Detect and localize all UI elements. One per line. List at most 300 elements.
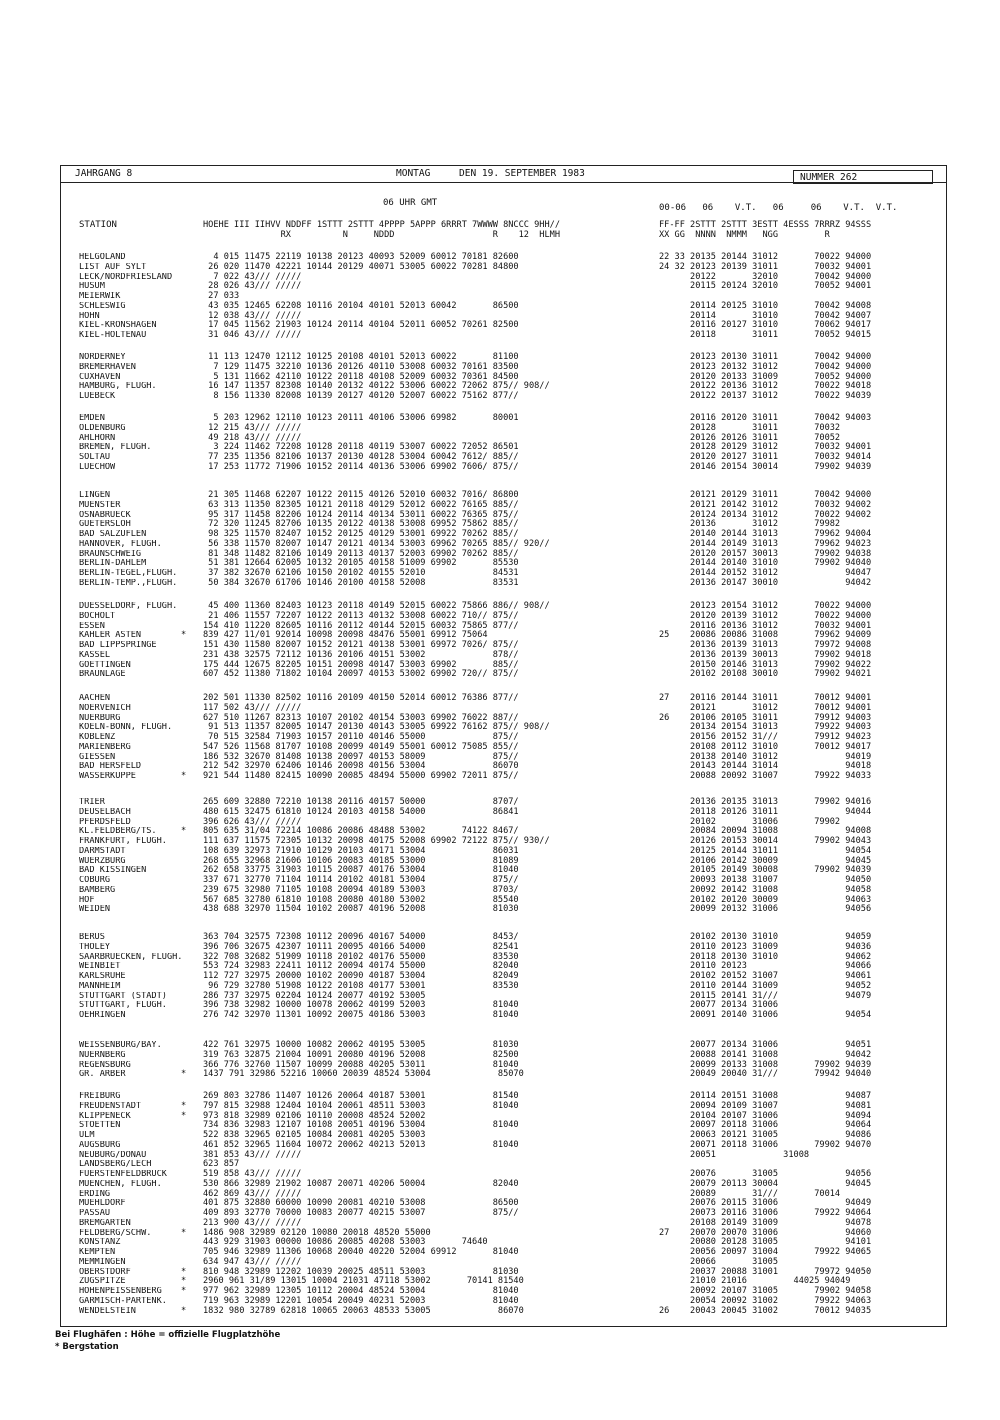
supplement-data: 20092 20107 31005 79902 94058 [659,1286,872,1296]
main-synop-data: 70 515 32584 71903 10157 20110 40146 55000 875// [203,732,519,742]
main-synop-data: 51 381 12664 62005 10132 20105 40158 51009 69902 85530 [203,558,519,569]
station-name: HUSUM [79,282,105,292]
station-name: TRIER [79,798,105,807]
supplement-data: 20128 20129 31012 70032 94001 [659,442,872,453]
station-name: BERUS [79,933,105,942]
supplement-data: 20122 20136 31012 70022 94018 [659,381,872,392]
main-synop-data: 96 729 32780 51908 10122 20108 40177 53001 83530 [203,980,519,991]
supplement-data: 20122 20137 31012 70022 94039 [659,391,872,401]
supplement-data: 20077 20134 31006 [659,1000,778,1011]
station-name: PASSAU [79,1209,111,1218]
station-name: MEIERWIK [79,292,121,301]
main-synop-data: 921 544 11480 82415 10090 20085 48494 55000 69902 72011 875// [203,771,519,781]
main-synop-data: 175 444 12675 82205 10151 20098 40147 53003 69902 885// [203,659,519,670]
supplement-data: 27 20070 20070 31006 94060 [659,1227,872,1238]
supplement-data: 20156 20152 31/// 79912 94023 [659,732,872,742]
supplement-data: 20110 20123 31009 94036 [659,941,872,952]
station-name: BREMEN, FLUGH. [79,443,152,453]
station-name: OEHRINGEN [79,1011,126,1020]
station-name: HAMBURG, FLUGH. [79,382,157,392]
main-synop-data: 627 510 11267 82313 10107 20102 40154 53003 69902 76022 887// [203,712,519,723]
supplement-data: 20102 20152 31007 94061 [659,971,872,981]
main-synop-data: 268 655 32968 21606 10106 20083 40185 53000 81089 [203,855,519,866]
main-synop-data: 396 706 32675 42307 10111 20095 40166 54000 82541 [203,941,519,952]
footnote-mountain: * Bergstation [55,1342,119,1352]
main-synop-data: 1437 791 32986 52216 10060 20039 48524 53004 85070 [203,1069,524,1080]
station-name: NORDERNEY [79,353,126,362]
main-synop-data: 49 218 43/// ///// [203,432,302,443]
station-name: BERLIN-TEGEL,FLUGH. [79,569,178,578]
supplement-data: 20118 20126 31011 94044 [659,806,872,817]
supplement-data: 20120 20157 30013 79902 94038 [659,548,872,559]
main-synop-data: 363 704 32575 72308 10112 20096 40167 54000 8453/ [203,932,519,942]
table-row [61,579,946,589]
station-name: REGENSBURG [79,1060,131,1070]
station-name: MUEHLDORF [79,1199,126,1209]
station-name: LUEBECK [79,392,116,401]
supplement-data: 20144 20149 31013 79962 94023 [659,538,872,549]
station-name: MARIENBERG [79,742,131,752]
station-name: PFERDSFELD [79,817,131,827]
supplement-data: 20120 20127 31011 70032 94014 [659,452,872,462]
main-synop-data: 11 113 12470 12112 10125 20108 40101 52013 60022 81100 [203,352,519,362]
supplement-data: 20120 20139 31012 70022 94000 [659,610,872,621]
supplement-data: 20084 20094 31008 94008 [659,826,872,837]
supplement-data: 20091 20140 31006 94054 [659,1010,872,1020]
mountain-marker: * [181,1069,187,1080]
station-name: OBERSTDORF [79,1267,131,1277]
main-synop-data: 213 900 43/// ///// [203,1217,302,1228]
obs-time-label: 06 UHR GMT [383,198,438,208]
supplement-data: 20102 20108 30010 79902 94021 [659,669,872,680]
main-synop-data: 607 452 11380 71802 10104 20097 40153 53002 69902 720// 875// [203,669,519,680]
station-name: LINGEN [79,491,111,500]
right-code-header: FF-FF 2STTT 2STTT 3ESTT 4ESSS 7RRRZ 94SSS [659,220,872,230]
main-synop-data: 839 427 11/01 92014 10098 20098 48476 55001 69912 75064 [203,630,488,641]
station-name: BAD KISSINGEN [79,866,147,876]
table-row [61,392,946,402]
main-synop-data: 443 929 31903 00000 10086 20085 40208 53003 74640 [203,1237,488,1248]
supplement-data: 20094 20109 31007 94081 [659,1100,872,1111]
supplement-data: 20049 20040 31/// 79942 94040 [659,1069,872,1080]
station-name: DARMSTADT [79,846,126,856]
table-row [61,772,946,782]
main-synop-data: 438 688 32970 11504 10102 20087 40196 52008 81030 [203,904,519,915]
supplement-data: 20088 20141 31008 94042 [659,1049,872,1060]
main-synop-data: 553 724 32983 22411 10112 20094 40174 55000 82040 [203,961,519,972]
supplement-data: 20106 20142 30009 94045 [659,855,872,866]
table-row [61,1141,946,1151]
main-synop-data: 396 626 43/// ///// [203,816,302,827]
main-synop-data: 2960 961 31/89 13015 10004 21031 47118 53002 70141 81540 [203,1276,524,1287]
mountain-marker: * [181,771,187,781]
main-synop-data: 202 501 11330 82502 10116 20109 40150 52014 60012 76386 877// [203,693,519,703]
data-sheet [60,165,947,1327]
supplement-data: 20056 20097 31004 79922 94065 [659,1247,872,1257]
supplement-data: 20128 31011 70032 [659,422,841,433]
station-name: GUETERSLOH [79,520,131,530]
supplement-data: 20136 20135 31013 79902 94016 [659,797,872,807]
station-name: HOHENPEISSENBERG [79,1287,162,1296]
main-synop-data: 337 671 32770 71104 10114 20102 40181 53004 875// [203,875,519,885]
main-synop-data: 461 852 32965 11604 10072 20062 40213 52013 81040 [203,1139,519,1150]
main-synop-data: 231 438 32575 72112 10136 20106 40151 53002 878// [203,649,519,660]
supplement-data: 20071 20118 31006 79902 94070 [659,1139,872,1150]
table-row [61,1151,946,1161]
main-synop-data: 72 320 11245 82706 10135 20122 40138 53008 69952 75862 885// [203,519,519,530]
supplement-data: 20144 20152 31012 94047 [659,568,872,578]
mountain-marker: * [181,630,187,641]
main-synop-data: 422 761 32975 10000 10082 20062 40195 53005 81030 [203,1040,519,1050]
station-group [61,933,946,1021]
station-name: HELGOLAND [79,253,126,262]
station-name: BRAUNLAGE [79,670,126,680]
supplement-data: 20116 20120 31011 70042 94003 [659,413,872,423]
date-label: DEN 19. SEPTEMBER 1983 [459,168,585,179]
supplement-data: 20051 31008 [659,1149,810,1160]
station-name: MUENCHEN, FLUGH. [79,1179,162,1189]
mountain-marker: * [181,1100,187,1111]
supplement-data: 20063 20121 31005 94086 [659,1130,872,1140]
station-name: OLDENBURG [79,423,126,433]
main-synop-data: 16 147 11357 82308 10140 20132 40122 53006 60022 72062 875// 908// [203,381,550,392]
supplement-data: 20102 20130 31010 94059 [659,932,872,942]
main-synop-data: 8 156 11330 82008 10139 20127 40120 52007 60022 75162 877// [203,391,519,401]
station-name: WEISSENBURG/BAY. [79,1041,162,1050]
supplement-data: 20079 20113 30004 94045 [659,1178,872,1189]
main-synop-data: 98 325 11570 82407 10152 20125 40129 53001 69922 70262 885// [203,529,519,539]
station-name: ULM [79,1131,95,1140]
station-name: KEMPTEN [79,1248,116,1257]
station-name: FREIBURG [79,1092,121,1101]
station-name: THOLEY [79,942,111,952]
supplement-data: 20143 20144 31014 94018 [659,761,872,772]
supplement-data: 22 33 20135 20144 31012 70022 94000 [659,252,872,262]
station-name: MANNHEIM [79,981,121,991]
main-synop-data: 366 776 32760 11507 10099 20088 40205 53011 81040 [203,1059,519,1070]
footnote-airports: Bei Flughäfen : Höhe = offizielle Flugplatzhöhe [55,1330,281,1340]
supplement-data: 20140 20144 31013 79962 94004 [659,529,872,539]
supplement-data: 20150 20146 31013 79902 94022 [659,659,872,670]
supplement-data: 26 20043 20045 31002 70012 94035 [659,1305,872,1316]
supplement-data: 20110 20123 94066 [659,961,872,972]
supplement-data: 20080 20128 31005 94101 [659,1237,872,1248]
main-synop-data: 27 033 [203,291,240,301]
station-name: WUERZBURG [79,856,126,866]
main-synop-data: 111 637 11575 72305 10132 20098 40175 52008 69902 72122 875// 930// [203,836,550,846]
supplement-data: 20126 20126 31011 70052 [659,432,841,443]
supplement-data: 20093 20138 31007 94050 [659,875,872,885]
main-synop-data: 21 305 11468 62207 10122 20115 40126 52010 60032 7016/ 86800 [203,490,519,500]
station-name: WEIDEN [79,905,111,915]
station-group [61,1092,946,1316]
station-name: WEINBIET [79,962,121,972]
table-row [61,905,946,915]
station-name: SCHLESWIG [79,301,126,311]
station-name: FRANKFURT, FLUGH. [79,837,167,846]
supplement-data: 20124 20134 31012 70022 94002 [659,509,872,520]
station-name: BAD LIPPSPRINGE [79,641,157,650]
station-name: MEMMINGEN [79,1257,126,1267]
station-name: GIESSEN [79,752,116,762]
supplement-data: 20136 20139 30013 79902 94018 [659,649,872,660]
supplement-data: 26 20106 20105 31011 79912 94003 [659,712,872,723]
station-name: FUERSTENFELDBRUCK [79,1170,167,1179]
station-name: STUTTGART, FLUGH. [79,1001,167,1011]
supplement-data: 20123 20132 31012 70042 94000 [659,361,872,372]
station-group [61,602,946,680]
station-name: FELDBERG/SCHW. [79,1228,152,1238]
station-name: AACHEN [79,694,111,703]
issue-number: NUMMER 262 [793,170,933,184]
supplement-data: 20108 20112 31010 70012 94017 [659,741,872,752]
supplement-data: 20121 20129 31011 70042 94000 [659,490,872,500]
station-name: LIST AUF SYLT [79,262,147,272]
right-code-subheader: XX GG NNNN NMMM NGG R [659,230,830,240]
main-synop-data: 381 853 43/// ///// [203,1149,302,1160]
main-synop-data: 1832 980 32789 62818 10065 20063 48533 53005 86070 [203,1305,524,1316]
supplement-data: 20116 20136 31012 70032 94001 [659,620,872,631]
supplement-data: 20121 31012 70012 94001 [659,702,872,713]
supplement-data: 20144 20140 31010 79902 94040 [659,558,872,569]
main-synop-data: 462 869 43/// ///// [203,1188,302,1199]
station-name: STOETTEN [79,1121,121,1131]
main-synop-data: 43 035 12465 62208 10116 20104 40101 52013 60042 86500 [203,300,519,311]
supplement-data: 20114 20151 31008 94087 [659,1091,872,1101]
supplement-data: 20110 20144 31009 94052 [659,980,872,991]
station-name: KL.FELDBERG/TS. [79,827,157,837]
station-name: SOLTAU [79,453,111,462]
main-synop-data: 797 815 32988 12404 10104 20061 48511 53003 81040 [203,1100,519,1111]
main-synop-data: 719 963 32989 12201 10054 20049 40231 52003 81040 [203,1295,519,1306]
main-synop-data: 519 858 43/// ///// [203,1169,302,1179]
supplement-data: 20122 32010 70042 94000 [659,271,872,282]
main-synop-data: 265 609 32880 72210 10138 20116 40157 50000 8707/ [203,797,519,807]
supplement-data: 20126 20153 30014 79902 94043 [659,836,872,846]
main-synop-data: 522 838 32965 02105 10084 20081 40205 53003 [203,1130,426,1140]
main-synop-data: 7 129 11475 32210 10136 20126 40110 53008 60032 70161 83500 [203,361,519,372]
main-synop-data: 28 026 43/// ///// [203,281,302,292]
station-name: KASSEL [79,650,111,660]
mountain-marker: * [181,1305,187,1316]
station-name: HOF [79,895,95,905]
supplement-data: 20054 20092 31002 79922 94063 [659,1295,872,1306]
main-synop-data: 12 038 43/// ///// [203,310,302,321]
main-synop-data: 77 235 11356 82106 10137 20130 40128 53004 60042 7612/ 885// [203,452,519,462]
main-synop-data: 977 962 32989 12305 10112 20004 48524 53004 81040 [203,1286,519,1296]
station-name: EMDEN [79,414,105,423]
supplement-data: 20037 20088 31001 79972 94050 [659,1266,872,1277]
supplement-data: 20077 20134 31006 94051 [659,1040,872,1050]
main-synop-data: 7 022 43/// ///// [203,271,302,282]
supplement-data: 20105 20149 30008 79902 94039 [659,865,872,876]
station-name: STUTTGART (STADT) [79,991,167,1001]
station-name: BREMGARTEN [79,1218,131,1228]
station-name: ZUGSPITZE [79,1277,126,1287]
supplement-data: 20146 20154 30014 79902 94039 [659,461,872,472]
main-synop-data: 319 763 32875 21004 10091 20080 40196 52008 82500 [203,1049,519,1060]
supplement-data: 20102 20120 30009 94063 [659,894,872,905]
supplement-data: 20136 31012 79982 [659,519,841,530]
supplement-data: 20089 31/// 70014 [659,1188,841,1199]
station-name: ERDING [79,1189,111,1199]
supplement-data: 20097 20118 31006 94064 [659,1120,872,1131]
station-name: KOBLENZ [79,733,116,742]
supplement-data: 20066 31005 [659,1256,778,1267]
supplement-data: 20108 20149 31009 94078 [659,1217,872,1228]
station-name: BERLIN-TEMP.,FLUGH. [79,578,178,588]
left-code-subheader: RX N NDDD R 12 HLMH [203,230,560,240]
supplement-data: 20121 20142 31012 70032 94002 [659,499,872,510]
station-name: BAMBERG [79,885,116,895]
main-synop-data: 112 727 32975 20000 10102 20090 40187 53004 82049 [203,971,519,981]
main-synop-data: 91 513 11357 82005 10147 20130 40143 53005 69922 76162 875// 908// [203,722,550,733]
supplement-data: 20120 20133 31009 70052 94000 [659,371,872,382]
station-name: AUGSBURG [79,1140,121,1150]
main-synop-data: 734 836 32983 12107 10108 20051 40196 53004 81040 [203,1120,519,1131]
supplement-data: 20088 20092 31007 79922 94033 [659,771,872,781]
main-synop-data: 45 400 11360 82403 10123 20118 40149 52015 60022 75866 886// 908// [203,601,550,611]
station-name: DEUSELBACH [79,807,131,817]
supplement-data: 20099 20132 31006 94056 [659,904,872,915]
station-name: KIEL-KRONSHAGEN [79,321,157,331]
supplement-data: 20125 20144 31011 94054 [659,845,872,856]
supplement-data: 24 32 20123 20139 31011 70032 94001 [659,261,872,272]
station-name: MUENSTER [79,500,121,510]
supplement-data: 20123 20130 31011 70042 94000 [659,352,872,362]
station-group [61,491,946,589]
station-name: BREMERHAVEN [79,362,136,372]
station-name: KLIPPENECK [79,1111,131,1121]
main-synop-data: 409 893 32770 70000 10083 20077 40215 53007 875// [203,1208,519,1218]
station-group [61,1041,946,1080]
station-header: STATION [79,220,117,230]
station-name: SAARBRUECKEN, FLUGH. [79,952,183,962]
supplement-data: 20114 31010 70042 94007 [659,310,872,321]
main-synop-data: 63 313 11350 82305 10121 20118 40129 52012 60022 76165 885// [203,499,519,510]
station-name: BRAUNSCHWEIG [79,549,142,559]
main-synop-data: 567 685 32780 61810 10108 20080 40180 53002 85540 [203,894,519,905]
weekday-label: MONTAG [396,168,431,179]
main-synop-data: 81 348 11482 82106 10149 20113 40137 52003 69902 70262 885// [203,548,519,559]
supplement-data: 20114 20125 31010 70042 94008 [659,300,872,311]
supplement-data: 20102 31006 79902 [659,816,841,827]
main-synop-data: 480 615 32475 61810 10124 20103 40158 54000 86841 [203,806,519,817]
main-synop-data: 5 131 11662 42110 10122 20118 40108 52009 60032 70361 84500 [203,371,519,382]
main-synop-data: 276 742 32970 11301 10092 20075 40186 53003 81040 [203,1010,519,1020]
main-synop-data: 50 384 32670 61706 10146 20100 40158 52008 83531 [203,577,519,588]
main-synop-data: 26 020 11470 42221 10144 20129 40071 53005 60022 70281 84800 [203,261,519,272]
station-name: NUERNBERG [79,1050,126,1060]
supplement-data: 21010 21016 44025 94049 [659,1276,851,1287]
mountain-marker: * [181,1266,187,1277]
station-group [61,353,946,402]
main-synop-data: 117 502 43/// ///// [203,702,302,713]
table-row [61,670,946,680]
station-name: KAHLER ASTEN [79,631,142,641]
left-code-header: HOEHE III IIHVV NDDFF 1STTT 2STTT 4PPPP 5APPP 6RRRT 7WWWW 8NCCC 9HH// [203,220,560,230]
table-row [61,1011,946,1021]
main-synop-data: 21 406 11557 72207 10122 20113 40132 53008 60022 710// 875// [203,610,519,621]
main-synop-data: 17 253 11772 71906 10152 20114 40136 53006 69902 7606/ 875// [203,461,519,472]
station-group [61,798,946,915]
main-synop-data: 3 224 11462 72208 10128 20118 40119 53007 60022 72052 86501 [203,442,519,453]
supplement-data: 20076 20115 31006 94049 [659,1198,872,1209]
main-synop-data: 1486 908 32989 02120 10080 20018 48520 55000 [203,1227,431,1238]
supplement-data: 27 20116 20144 31011 70012 94001 [659,693,872,703]
station-name: HANNOVER, FLUGH. [79,539,162,549]
volume-label: JAHRGANG 8 [75,168,133,179]
main-synop-data: 5 203 12962 12110 10123 20111 40106 53006 69982 80001 [203,413,519,423]
supplement-data: 20099 20133 31008 79902 94039 [659,1059,872,1070]
station-name: LANDSBERG/LECH [79,1160,152,1170]
station-name: ESSEN [79,621,105,631]
supplement-data: 20115 20141 31/// 94079 [659,990,872,1001]
column-headers [61,198,946,244]
station-name: KONSTANZ [79,1238,121,1248]
table-row [61,1307,946,1317]
station-name: NOERVENICH [79,703,131,713]
main-synop-data: 17 045 11562 21903 10124 20114 40104 52011 60052 70261 82500 [203,320,519,331]
station-name: LUECHOW [79,462,116,472]
supplement-data: 20116 20127 31010 70062 94017 [659,320,872,331]
supplement-data: 20134 20154 31013 79922 94003 [659,722,872,733]
main-synop-data: 239 675 32980 71105 10108 20094 40189 53003 8703/ [203,884,519,895]
table-row [61,463,946,473]
table-row [61,331,946,341]
table-row [61,1070,946,1080]
station-name: DUESSELDORF, FLUGH. [79,602,178,611]
main-synop-data: 212 542 32970 62406 10146 20098 40156 53004 86070 [203,761,519,772]
main-synop-data: 810 948 32989 12202 10039 20025 48511 53003 81030 [203,1266,519,1277]
station-name: GARMISCH-PARTENK. [79,1296,167,1306]
station-name: BOCHOLT [79,611,116,621]
station-name: WASSERKUPPE [79,772,136,781]
mountain-marker: * [181,1276,187,1287]
supplement-data: 20123 20154 31012 70022 94000 [659,601,872,611]
supplement-data: 20073 20116 31006 79922 94064 [659,1208,872,1218]
station-name: OSNABRUECK [79,510,131,520]
station-name: CUXHAVEN [79,372,121,382]
station-group [61,694,946,782]
main-synop-data: 262 658 33775 31903 10115 20087 40176 53004 81040 [203,865,519,876]
main-synop-data: 547 526 11568 81707 10108 20099 40149 55001 60012 75085 855// [203,741,519,752]
station-name: BAD HERSFELD [79,762,142,772]
main-synop-data: 186 532 32670 81408 10138 20097 40153 58009 875// [203,751,519,762]
main-synop-data: 322 708 32682 51909 10118 20102 40176 55000 83530 [203,951,519,962]
period-labels: 00-06 06 V.T. 06 06 V.T. V.T. [659,203,898,213]
main-synop-data: 31 046 43/// ///// [203,330,302,340]
station-name: GOETTINGEN [79,660,131,670]
station-name: KIEL-HOLTENAU [79,331,147,340]
mountain-marker: * [181,1227,187,1238]
supplement-data: 20136 20147 30010 94042 [659,577,872,588]
mountain-marker: * [181,826,187,837]
mountain-marker: * [181,1110,187,1121]
station-name: BERLIN-DAHLEM [79,559,147,569]
table-row [61,1248,946,1258]
main-synop-data: 623 857 [203,1159,240,1170]
station-group [61,253,946,341]
station-name: HOHN [79,311,100,321]
main-synop-data: 4 015 11475 22119 10138 20123 40093 52009 60012 70181 82600 [203,252,519,262]
main-synop-data: 286 737 32975 02204 10124 20077 40192 53005 [203,990,426,1001]
station-name: FREUDENSTADT [79,1101,142,1111]
station-group [61,414,946,473]
supplement-data: 20092 20142 31008 94058 [659,884,872,895]
station-name: NEUBURG/DONAU [79,1150,147,1160]
station-name: NUERBURG [79,713,121,723]
